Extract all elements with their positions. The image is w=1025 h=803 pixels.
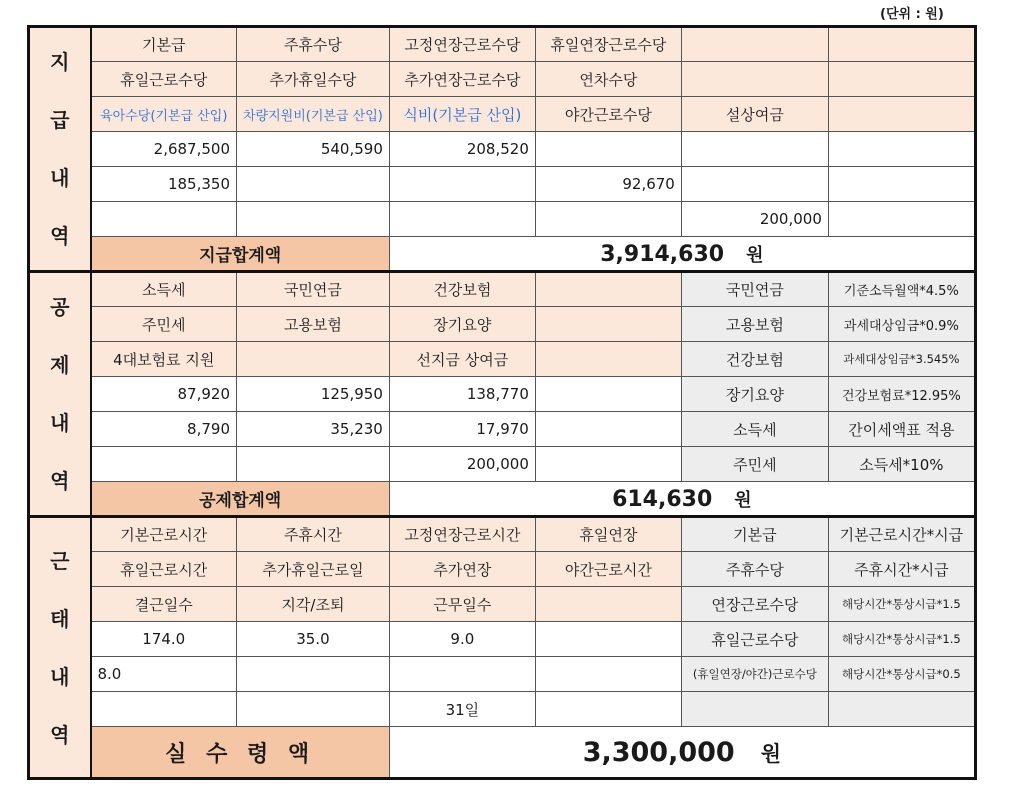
pay-value [828, 202, 975, 237]
attend-formula: 해당시간*통상시급*0.5 [828, 657, 975, 692]
deduct-header: 건강보험 [389, 272, 535, 307]
attend-header: 결근일수 [91, 587, 237, 622]
net-pay-currency: 원 [760, 741, 782, 766]
attend-value: 31일 [389, 692, 535, 727]
deduct-header: 고용보험 [237, 307, 390, 342]
net-pay-total [389, 727, 975, 779]
attend-header: 휴일근로시간 [91, 552, 237, 587]
deduct-total-label: 공제합계액 [91, 482, 390, 517]
pay-value [535, 202, 681, 237]
attend-header [535, 587, 681, 622]
attend-formula-name: 휴일근로수당 [681, 622, 828, 657]
attend-formula-name: 주휴수당 [681, 552, 828, 587]
attend-value: 9.0 [389, 622, 535, 657]
pay-header: 기본급 [91, 27, 237, 62]
deduct-value [237, 447, 390, 482]
deduct-formula-name: 건강보험 [681, 342, 828, 377]
deduct-formula: 건강보험료*12.95% [828, 377, 975, 412]
pay-header: 휴일근로수당 [91, 62, 237, 97]
deduct-formula-name: 주민세 [681, 447, 828, 482]
deduct-header: 장기요양 [389, 307, 535, 342]
pay-value [389, 167, 535, 202]
unit-note: (단위 : 원) [880, 7, 944, 22]
pay-header: 주휴수당 [237, 27, 390, 62]
attend-header: 기본근로시간 [91, 517, 237, 552]
pay-header [681, 27, 828, 62]
deduct-value: 138,770 [389, 377, 535, 412]
section-label-deduct: 공 제 내 역 [29, 272, 91, 517]
payslip-table [27, 25, 977, 780]
attend-formula: 해당시간*통상시급*1.5 [828, 622, 975, 657]
pay-total-currency: 원 [746, 244, 764, 266]
deduct-header [535, 272, 681, 307]
pay-value: 208,520 [389, 132, 535, 167]
pay-header: 연차수당 [535, 62, 681, 97]
attend-formula-name: (휴일연장/야간)근로수당 [681, 657, 828, 692]
pay-value: 2,687,500 [91, 132, 237, 167]
attend-header: 야간근로시간 [535, 552, 681, 587]
attend-formula: 주휴시간*시급 [828, 552, 975, 587]
pay-value: 540,590 [237, 132, 390, 167]
deduct-value: 125,950 [237, 377, 390, 412]
pay-header: 육아수당(기본급 산입) [91, 97, 237, 132]
attend-formula-name [681, 692, 828, 727]
attend-formula-name: 기본급 [681, 517, 828, 552]
pay-header: 식비(기본급 산입) [389, 97, 535, 132]
deduct-value: 200,000 [389, 447, 535, 482]
deduct-value [535, 412, 681, 447]
pay-header: 야간근로수당 [535, 97, 681, 132]
deduct-header [237, 342, 390, 377]
attend-value [535, 622, 681, 657]
attend-value [535, 657, 681, 692]
deduct-value: 35,230 [237, 412, 390, 447]
attend-header: 추가연장 [389, 552, 535, 587]
deduct-value [535, 377, 681, 412]
attend-value: 8.0 [91, 657, 237, 692]
pay-value [828, 167, 975, 202]
deduct-header: 소득세 [91, 272, 237, 307]
pay-header: 고정연장근로수당 [389, 27, 535, 62]
deduct-formula: 과세대상임금*0.9% [828, 307, 975, 342]
deduct-value: 87,920 [91, 377, 237, 412]
attend-value [237, 657, 390, 692]
deduct-header: 주민세 [91, 307, 237, 342]
attend-header: 지각/조퇴 [237, 587, 390, 622]
pay-total-label: 지급합계액 [91, 237, 390, 272]
deduct-value [91, 447, 237, 482]
pay-header [828, 27, 975, 62]
pay-header: 차량지원비(기본급 산입) [237, 97, 390, 132]
deduct-formula-name: 소득세 [681, 412, 828, 447]
attend-formula-name: 연장근로수당 [681, 587, 828, 622]
net-pay-label: 실 수 령 액 [91, 727, 390, 779]
deduct-formula-name: 국민연금 [681, 272, 828, 307]
attend-formula [828, 692, 975, 727]
deduct-total-currency: 원 [734, 489, 752, 511]
pay-value [237, 167, 390, 202]
attend-value: 174.0 [91, 622, 237, 657]
pay-value [91, 202, 237, 237]
attend-value [535, 692, 681, 727]
pay-value: 200,000 [681, 202, 828, 237]
deduct-total-value: 614,630 [612, 486, 713, 512]
deduct-formula: 간이세액표 적용 [828, 412, 975, 447]
deduct-header [535, 342, 681, 377]
pay-header: 설상여금 [681, 97, 828, 132]
deduct-header: 4대보험료 지원 [91, 342, 237, 377]
deduct-value: 17,970 [389, 412, 535, 447]
attend-value [91, 692, 237, 727]
deduct-formula-name: 고용보험 [681, 307, 828, 342]
attend-value [389, 657, 535, 692]
deduct-formula: 기준소득월액*4.5% [828, 272, 975, 307]
pay-value: 185,350 [91, 167, 237, 202]
deduct-header: 국민연금 [237, 272, 390, 307]
deduct-header: 선지금 상여금 [389, 342, 535, 377]
pay-total [389, 237, 975, 272]
pay-value [681, 132, 828, 167]
net-pay-value: 3,300,000 [582, 736, 735, 768]
deduct-value [535, 447, 681, 482]
pay-value [828, 132, 975, 167]
attend-formula: 기본근로시간*시급 [828, 517, 975, 552]
pay-value [681, 167, 828, 202]
attend-header: 휴일연장 [535, 517, 681, 552]
deduct-formula: 과세대상임금*3.545% [828, 342, 975, 377]
pay-value [535, 132, 681, 167]
pay-value: 92,670 [535, 167, 681, 202]
deduct-total [389, 482, 975, 517]
pay-value [389, 202, 535, 237]
attend-formula: 해당시간*통상시급*1.5 [828, 587, 975, 622]
pay-header: 휴일연장근로수당 [535, 27, 681, 62]
pay-header [828, 97, 975, 132]
attend-header: 근무일수 [389, 587, 535, 622]
deduct-value: 8,790 [91, 412, 237, 447]
attend-header: 추가휴일근로일 [237, 552, 390, 587]
deduct-formula: 소득세*10% [828, 447, 975, 482]
deduct-formula-name: 장기요양 [681, 377, 828, 412]
attend-header: 주휴시간 [237, 517, 390, 552]
attend-header: 고정연장근로시간 [389, 517, 535, 552]
pay-header: 추가휴일수당 [237, 62, 390, 97]
pay-header: 추가연장근로수당 [389, 62, 535, 97]
pay-value [237, 202, 390, 237]
pay-total-value: 3,914,630 [600, 241, 725, 267]
section-label-attend: 근 태 내 역 [29, 517, 91, 779]
deduct-header [535, 307, 681, 342]
pay-header [681, 62, 828, 97]
section-label-pay: 지 급 내 역 [29, 27, 91, 272]
attend-value [237, 692, 390, 727]
pay-header [828, 62, 975, 97]
attend-value: 35.0 [237, 622, 390, 657]
